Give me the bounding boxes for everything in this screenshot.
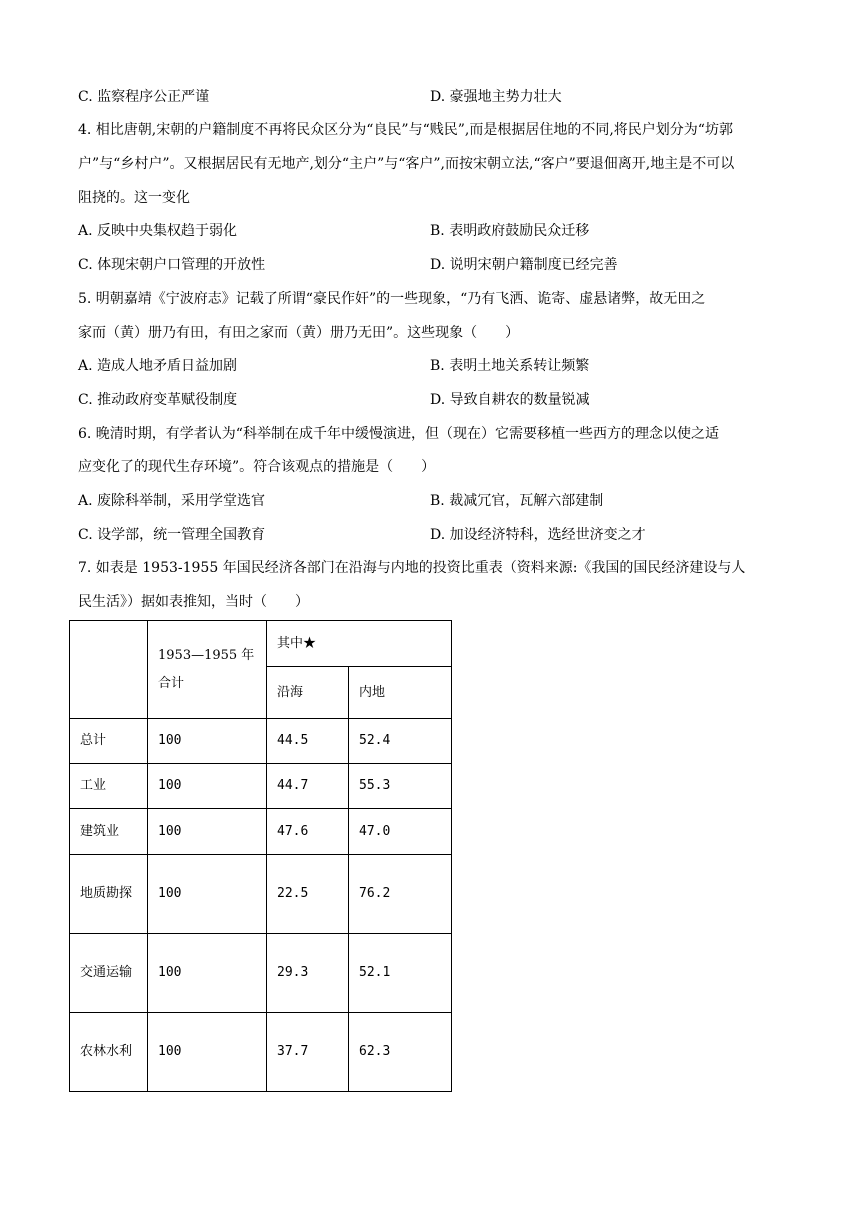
table-header-row [70, 621, 452, 667]
row-total: 100 [148, 855, 267, 934]
q6-stem-line2: 应变化了的现代生存环境”。符合该观点的措施是（ ） [78, 459, 436, 475]
q5-option-c: C. 推动政府变革赋役制度 [78, 392, 238, 408]
table-row [70, 1013, 452, 1092]
row-label: 农林水利 [70, 1013, 148, 1092]
q7-stem-line2: 民生活》）据如表推知，当时（ ） [78, 594, 309, 610]
row-inland: 55.3 [349, 764, 452, 809]
q5-stem-line1: 5. 明朝嘉靖《宁波府志》记载了所谓“豪民作奸”的一些现象，“乃有飞洒、诡寄、虚悬诸弊，故无田之 [78, 291, 706, 307]
q3-option-c: C. 监察程序公正严谨 [78, 89, 210, 105]
q5-option-d: D. 导致自耕农的数量锐减 [430, 392, 590, 408]
table-header-inland: 内地 [349, 667, 452, 719]
row-coastal: 47.6 [267, 809, 349, 855]
q4-stem-line3: 阻挠的。这一变化 [78, 190, 190, 206]
row-inland: 52.4 [349, 719, 452, 764]
row-total: 100 [148, 764, 267, 809]
row-label: 建筑业 [70, 809, 148, 855]
row-inland: 62.3 [349, 1013, 452, 1092]
table-row [70, 719, 452, 764]
row-inland: 47.0 [349, 809, 452, 855]
q4-stem-line1: 4. 相比唐朝,宋朝的户籍制度不再将民众区分为“良民”与“贱民”,而是根据居住地的不同,将民户划分为“坊郭 [78, 122, 733, 138]
q3-option-d: D. 豪强地主势力壮大 [430, 89, 562, 105]
q6-option-a: A. 废除科举制，采用学堂选官 [78, 493, 266, 509]
row-label: 总计 [70, 719, 148, 764]
row-coastal: 37.7 [267, 1013, 349, 1092]
table-header-group: 其中★ [267, 621, 452, 667]
q6-stem-line1: 6. 晚清时期，有学者认为“科举制在成千年中缓慢演进，但（现在）它需要移植一些西方的理念以使之适 [78, 426, 719, 442]
row-total: 100 [148, 1013, 267, 1092]
q4-stem-line2: 户”与“乡村户”。又根据居民有无地产,划分“主户”与“客户”,而按宋朝立法,“客户”要退佃离开,地主是不可以 [78, 156, 735, 172]
row-label: 地质勘探 [70, 855, 148, 934]
q4-option-b: B. 表明政府鼓励民众迁移 [430, 223, 590, 239]
q6-option-c: C. 设学部，统一管理全国教育 [78, 527, 266, 543]
row-coastal: 44.5 [267, 719, 349, 764]
investment-table [69, 620, 452, 1092]
row-inland: 52.1 [349, 934, 452, 1013]
row-label: 交通运输 [70, 934, 148, 1013]
row-label: 工业 [70, 764, 148, 809]
q5-option-b: B. 表明土地关系转让频繁 [430, 358, 590, 374]
row-inland: 76.2 [349, 855, 452, 934]
q4-option-a: A. 反映中央集权趋于弱化 [78, 223, 238, 239]
row-total: 100 [148, 934, 267, 1013]
row-total: 100 [148, 719, 267, 764]
table-header-total: 1953—1955 年合计 [148, 621, 267, 719]
table-row [70, 855, 452, 934]
table-row [70, 809, 452, 855]
q5-stem-line2: 家而（黄）册乃有田，有田之家而（黄）册乃无田”。这些现象（ ） [78, 325, 520, 341]
q4-option-d: D. 说明宋朝户籍制度已经完善 [430, 257, 618, 273]
table-row [70, 764, 452, 809]
row-coastal: 29.3 [267, 934, 349, 1013]
row-coastal: 44.7 [267, 764, 349, 809]
q7-stem-line1: 7. 如表是 1953-1955 年国民经济各部门在沿海与内地的投资比重表（资料来源:《我国的国民经济建设与人 [78, 560, 746, 576]
q4-option-c: C. 体现宋朝户口管理的开放性 [78, 257, 266, 273]
q5-option-a: A. 造成人地矛盾日益加剧 [78, 358, 238, 374]
table-row [70, 934, 452, 1013]
q6-option-d: D. 加设经济特科，选经世济变之才 [430, 527, 646, 543]
row-coastal: 22.5 [267, 855, 349, 934]
row-total: 100 [148, 809, 267, 855]
table-header-blank [70, 621, 148, 719]
q6-option-b: B. 裁减冗官，瓦解六部建制 [430, 493, 604, 509]
table-header-coastal: 沿海 [267, 667, 349, 719]
